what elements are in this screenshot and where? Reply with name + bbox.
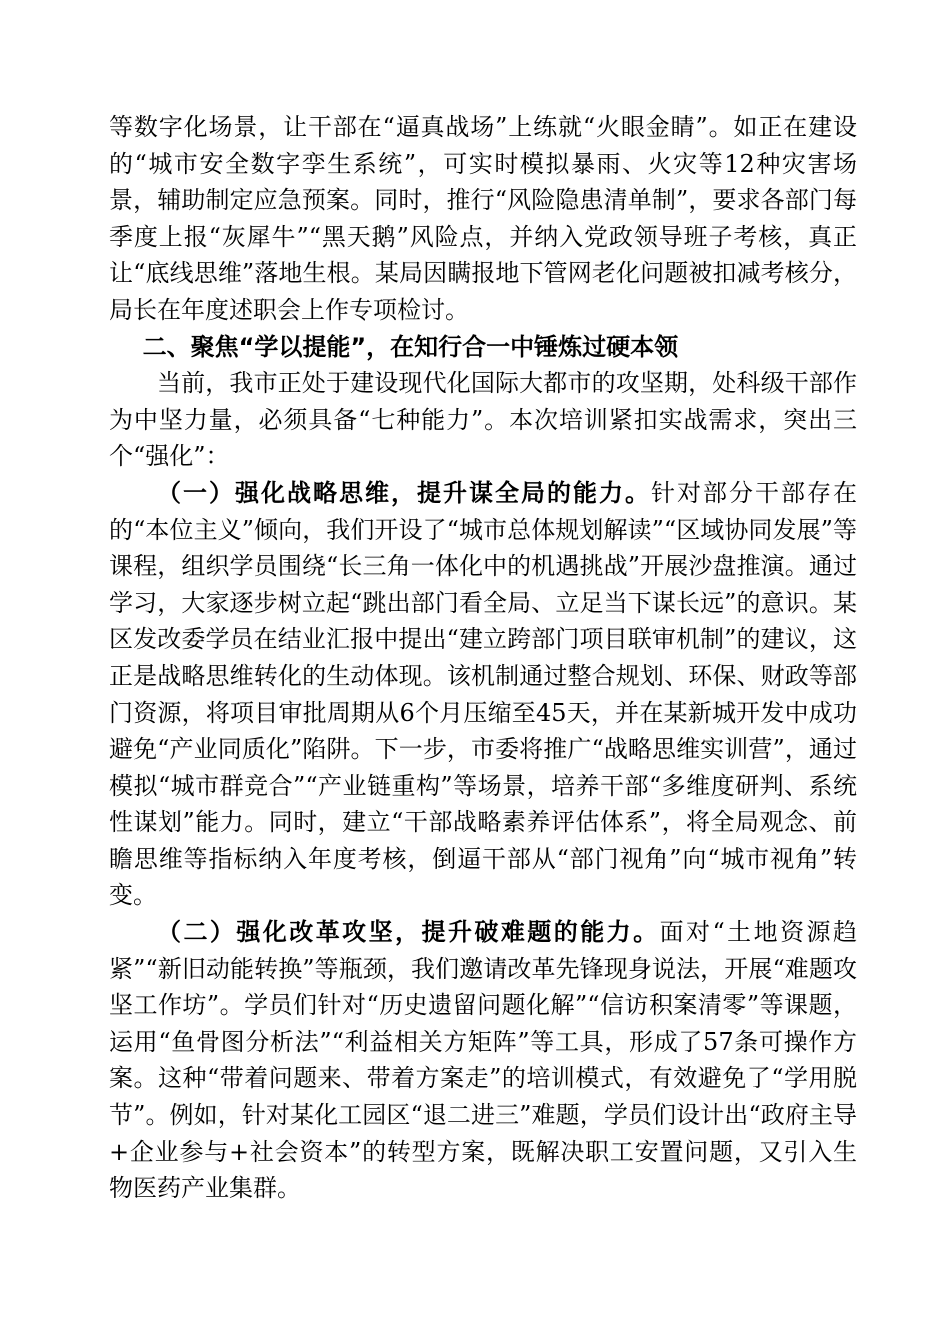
subsection-title: （二）强化改革攻坚，提升破难题的能力。	[157, 918, 660, 947]
subsection-reform	[109, 914, 857, 1207]
paragraph-continued: 等数字化场景，让干部在“逼真战场”上练就“火眼金睛”。如正在建设的“城市安全数字孪生系统”，可实时模拟暴雨、火灾等12种灾害场景，辅助制定应急预案。同时，推行“风险隐患清单制”，要求各部门每季度上报“灰犀牛”“黑天鹅”风险点，并纳入党政领导班子考核，真正让“底线思维”落地生根。某局因瞒报地下管网老化问题被扣减考核分，局长在年度述职会上作专项检讨。	[109, 113, 857, 324]
document-page	[109, 109, 857, 1207]
subsection-body: 针对部分干部存在的“本位主义”倾向，我们开设了“城市总体规划解读”“区域协同发展”等课程，组织学员围绕“长三角一体化中的机遇挑战”开展沙盘推演。通过学习，大家逐步树立起“跳出部门看全局、立足当下谋长远”的意识。某区发改委学员在结业汇报中提出“建立跨部门项目联审机制”的建议，这正是战略思维转化的生动体现。该机制通过整合规划、环保、财政等部门资源，将项目审批周期从6个月压缩至45天，并在某新城开发中成功避免“产业同质化”陷阱。下一步，市委将推广“战略思维实训营”，通过模拟“城市群竞合”“产业链重构”等场景，培养干部“多维度研判、系统性谋划”能力。同时，建立“干部战略素养评估体系”，将全局观念、前瞻思维等指标纳入年度考核，倒逼干部从“部门视角”向“城市视角”转变。	[109, 478, 857, 910]
subsection-title: （一）强化战略思维，提升谋全局的能力。	[157, 478, 651, 507]
paragraph-intro: 当前，我市正处于建设现代化国际大都市的攻坚期，处科级干部作为中坚力量，必须具备“七种能力”。本次培训紧扣实战需求，突出三个“强化”：	[109, 369, 857, 471]
subsection-body: 面对“土地资源趋紧”“新旧动能转换”等瓶颈，我们邀请改革先锋现身说法，开展“难题攻坚工作坊”。学员们针对“历史遗留问题化解”“信访积案清零”等课题，运用“鱼骨图分析法”“利益相关方矩阵”等工具，形成了57条可操作方案。这种“带着问题来、带着方案走”的培训模式，有效避免了“学用脱节”。例如，针对某化工园区“退二进三”难题，学员们设计出“政府主导+企业参与+社会资本”的转型方案，既解决职工安置问题，又引入生物医药产业集群。	[109, 918, 857, 1203]
section-heading: 二、聚焦“学以提能”，在知行合一中锤炼过硬本领	[142, 332, 679, 361]
subsection-strategic-thinking	[109, 475, 857, 914]
